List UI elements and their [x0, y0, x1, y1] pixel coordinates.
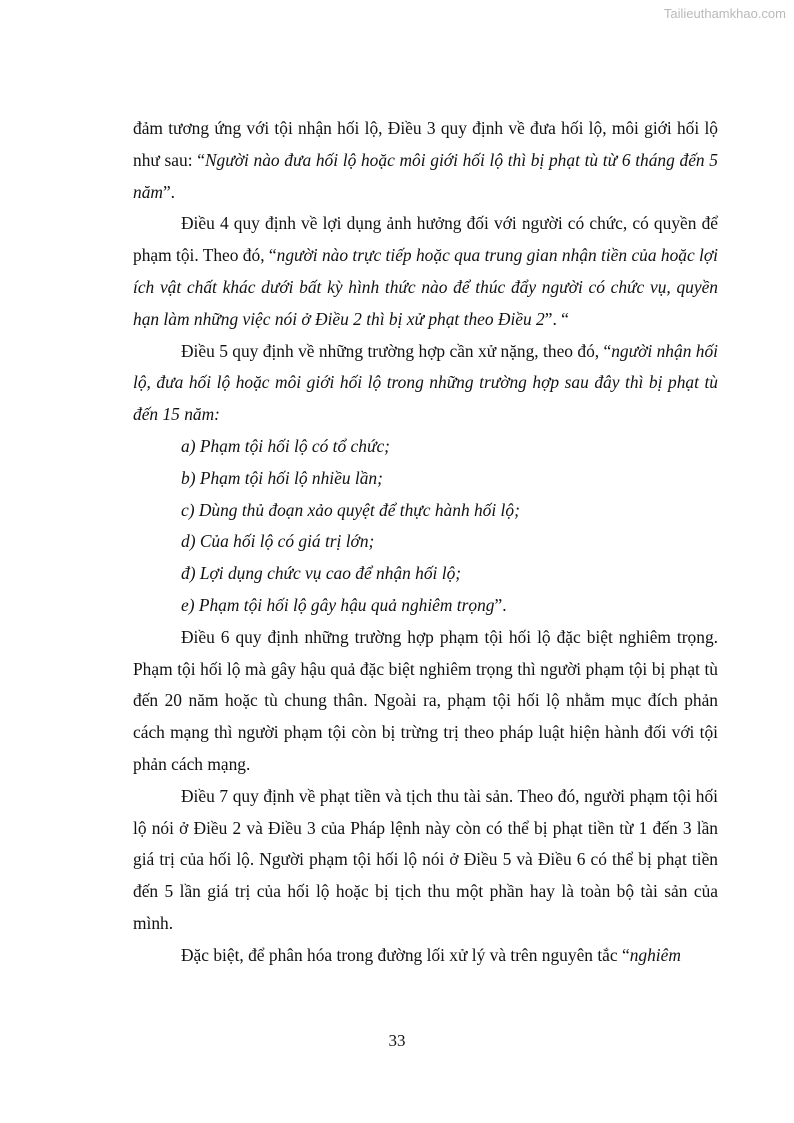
page-body [133, 113, 718, 972]
watermark: Tailieuthamkhao.com [663, 6, 786, 21]
quote-text: nghiêm [629, 944, 681, 965]
list-item [133, 590, 718, 622]
quote-text: người nào trực tiếp hoặc qua trung gian nhận tiền của hoặc lợi ích vật chất khác dưới bất kỳ hình thức nào để thúc đẩy người có chức vụ, quyền hạn làm những việc nói ở Điều 2 thì bị xử phạt theo Điều 2 [133, 245, 718, 329]
list-item: b) Phạm tội hối lộ nhiều lần; [181, 467, 383, 488]
paragraph-dac-biet [133, 940, 718, 972]
quote-text: Người nào đưa hối lộ hoặc môi giới hối lộ thì bị phạt tù từ 6 tháng đến 5 năm [133, 149, 718, 202]
list-item: d) Của hối lộ có giá trị lớn; [181, 531, 375, 552]
paragraph-dieu-6: Điều 6 quy định những trường hợp phạm tội hối lộ đặc biệt nghiêm trọng. Phạm tội hối lộ mà gây hậu quả đặc biệt nghiêm trọng thì người phạm tội bị phạt tù đến 20 năm hoặc tù chung thân. Ngoài ra, phạm tội hối lộ nhằm mục đích phản cách mạng thì người phạm tội còn bị trừng trị theo pháp luật hiện hành đối với tội phản cách mạng. [133, 626, 718, 774]
paragraph-text: đảm tương ứng với tội nhận hối lộ, Điều 3 quy định về đưa hối lộ, môi giới hối lộ như sau: “ [133, 118, 718, 170]
quote-text: người nhận hối lộ, đưa hối lộ hoặc môi giới hối lộ trong những trường hợp sau đây thì bị phạt tù đến 15 năm: [133, 340, 719, 425]
paragraph-text: Điều 4 quy định về lợi dụng ảnh hưởng đối với người có chức, có quyền để phạm tội. Theo đó, “ [133, 213, 718, 266]
paragraph-dieu-7: Điều 7 quy định về phạt tiền và tịch thu tài sản. Theo đó, người phạm tội hối lộ nói ở Điều 2 và Điều 3 của Pháp lệnh này còn có thể bị phạt tiền từ 1 đến 3 lần giá trị của hối lộ. Người phạm tội hối lộ nói ở Điều 5 và Điều 6 có thể bị phạt tiền đến 5 lần giá trị của hối lộ hoặc bị tịch thu một phần hay là toàn bộ tài sản của mình. [133, 785, 718, 933]
list-item-text: e) Phạm tội hối lộ gây hậu quả nghiêm trọng [181, 594, 495, 615]
list-item: c) Dùng thủ đoạn xảo quyệt để thực hành hối lộ; [181, 499, 520, 520]
paragraph-text: ”. “ [544, 308, 569, 329]
paragraph-text: Điều 5 quy định về những trường hợp cần xử nặng, theo đó, “ [181, 340, 612, 361]
list-item: a) Phạm tội hối lộ có tổ chức; [181, 435, 390, 456]
paragraph-text: Đặc biệt, để phân hóa trong đường lối xử lý và trên nguyên tắc “ [181, 944, 630, 965]
paragraph-text: ”. [162, 181, 176, 202]
paragraph-dieu-5 [133, 336, 718, 431]
list-item: đ) Lợi dụng chức vụ cao để nhận hối lộ; [181, 563, 462, 584]
page-number: 33 [388, 1031, 406, 1050]
paragraph-dieu-4 [133, 208, 718, 335]
paragraph-dieu-3 [133, 113, 718, 208]
closing-quote: ”. [494, 594, 507, 615]
